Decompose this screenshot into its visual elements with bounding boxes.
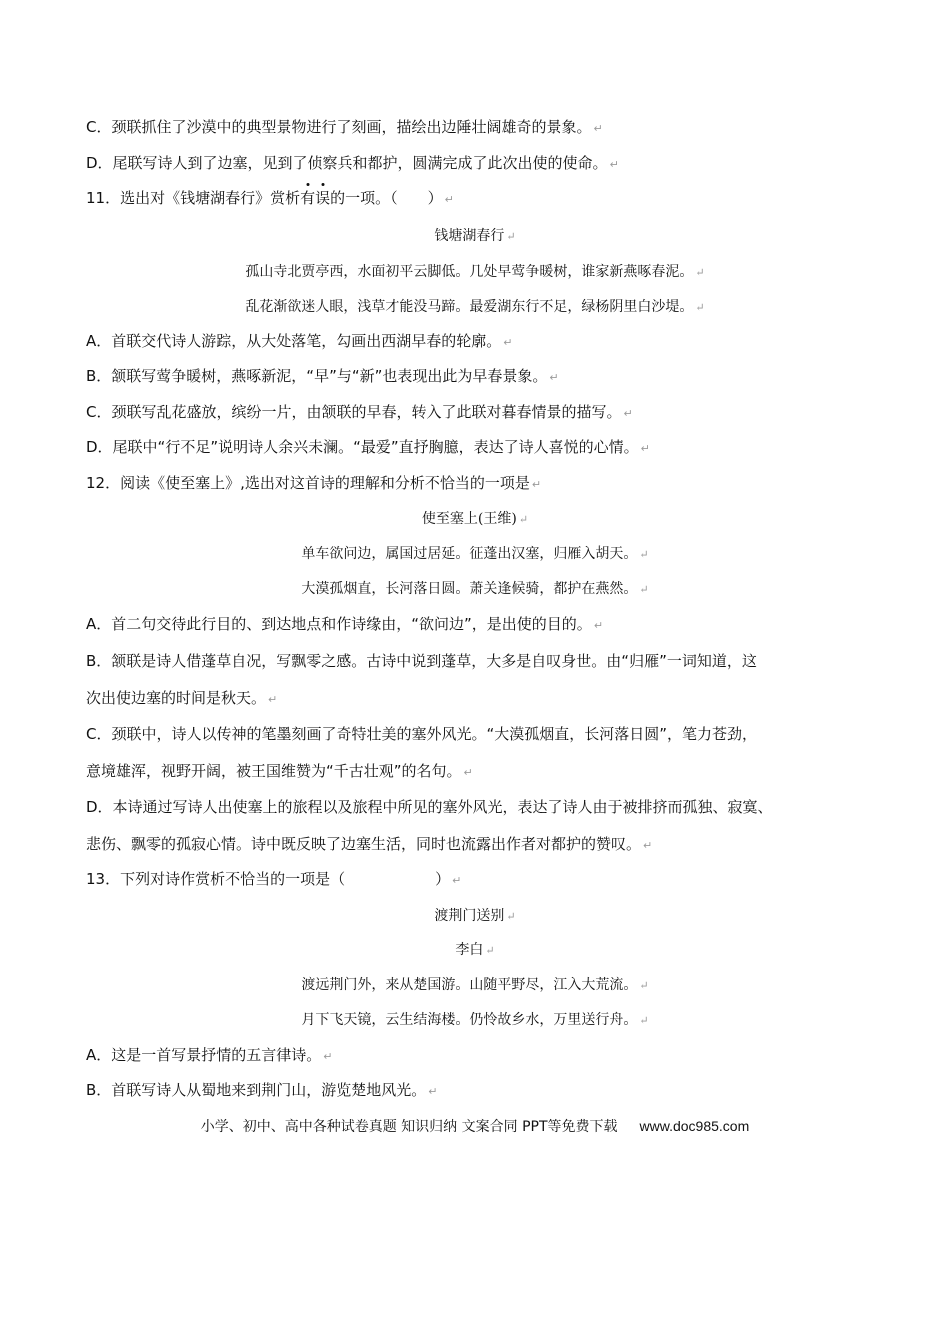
text: 11．选出对《钱塘湖春行》赏析 <box>86 189 301 207</box>
paragraph-mark: ↵ <box>452 874 462 887</box>
paragraph-mark: ↵ <box>593 122 603 135</box>
paragraph-mark: ↵ <box>695 301 705 314</box>
q11-stem <box>86 188 454 210</box>
q13-option-a <box>86 1045 332 1067</box>
q12-poem-line-1 <box>0 544 950 565</box>
text: 次出使边塞的时间是秋天。 <box>86 689 267 707</box>
q13-option-b <box>86 1080 438 1102</box>
text: D．尾联写诗人到了边塞，见到了侦察兵和都护，圆满完成了此次出使的使命。 <box>86 154 608 172</box>
paragraph-mark: ↵ <box>428 1085 438 1098</box>
paragraph-mark: ↵ <box>695 266 705 279</box>
text: 孤山寺北贾亭西，水面初平云脚低。几处早莺争暖树，谁家新燕啄春泥。 <box>245 264 694 280</box>
text: A．首二句交待此行目的、到达地点和作诗缘由，“欲问边”，是出使的目的。 <box>86 615 592 633</box>
text: 13．下列对诗作赏析不恰当的一项是（ ） <box>86 870 451 888</box>
q12-option-d-line-2 <box>86 834 652 856</box>
text: 渡荆门送别 <box>434 908 505 924</box>
emphasis-dot <box>321 183 324 186</box>
q12-option-c-line-2 <box>86 761 473 783</box>
text: 李白 <box>455 942 484 958</box>
q12-poem-title <box>0 509 950 530</box>
emphasis-dot <box>306 183 309 186</box>
footer-text: 小学、初中、高中各种试卷真题 知识归纳 文案合同 PPT等免费下载 <box>200 1119 618 1135</box>
q13-poem-line-2 <box>0 1010 950 1031</box>
q13-stem <box>86 869 461 891</box>
q13-poem-title <box>0 906 950 927</box>
q13-poem-author <box>0 940 950 961</box>
text: 单车欲问边，属国过居延。征蓬出汉塞，归雁入胡天。 <box>301 546 638 562</box>
paragraph-mark: ↵ <box>643 839 653 852</box>
page-footer <box>0 1116 950 1137</box>
text: B．首联写诗人从蜀地来到荆门山，游览楚地风光。 <box>86 1081 427 1099</box>
q10-option-c <box>86 117 603 139</box>
paragraph-mark: ↵ <box>639 1014 649 1027</box>
text: 悲伤、飘零的孤寂心情。诗中既反映了边塞生活，同时也流露出作者对都护的赞叹。 <box>86 835 642 853</box>
q12-poem-line-2 <box>0 579 950 600</box>
text: C．颈联中，诗人以传神的笔墨刻画了奇特壮美的塞外风光。“大漠孤烟直，长河落日圆”，笔力苍劲， <box>86 725 758 743</box>
paragraph-mark: ↵ <box>609 158 619 171</box>
paragraph-mark: ↵ <box>639 548 649 561</box>
paragraph-mark: ↵ <box>485 944 495 957</box>
text: A．这是一首写景抒情的五言律诗。 <box>86 1046 322 1064</box>
paragraph-mark: ↵ <box>506 910 516 923</box>
q11-option-b <box>86 366 559 388</box>
text: 12．阅读《使至塞上》,选出对这首诗的理解和分析不恰当的一项是 <box>86 474 530 492</box>
paragraph-mark: ↵ <box>593 619 604 632</box>
text: 渡远荆门外，来从楚国游。山随平野尽，江入大荒流。 <box>301 977 638 993</box>
q11-poem-title <box>0 226 950 247</box>
q12-option-b-line-2 <box>86 688 277 710</box>
paragraph-mark: ↵ <box>503 336 513 349</box>
q11-poem-line-2 <box>0 297 950 318</box>
paragraph-mark: ↵ <box>639 979 649 992</box>
q13-poem-line-1 <box>0 975 950 996</box>
text: 钱塘湖春行 <box>434 228 505 244</box>
paragraph-mark: ↵ <box>549 371 559 384</box>
paragraph-mark: ↵ <box>506 230 516 243</box>
text: 误 <box>315 189 331 207</box>
text: B．颔联是诗人借蓬草自况，写飘零之感。古诗中说到蓬草，大多是自叹身世。由“归雁”一词知道，这 <box>86 652 757 670</box>
paragraph-mark: ↵ <box>444 193 454 206</box>
emphasis-char <box>315 189 330 207</box>
paragraph-mark: ↵ <box>640 442 650 455</box>
text: D．本诗通过写诗人出使塞上的旅程以及旅程中所见的塞外风光，表达了诗人由于被排挤而孤独、寂寞、 <box>86 798 773 816</box>
text: C．颈联抓住了沙漠中的典型景物进行了刻画，描绘出边陲壮阔雄奇的景象。 <box>86 118 592 136</box>
emphasis-char <box>300 189 315 207</box>
paragraph-mark: ↵ <box>639 583 649 596</box>
paragraph-mark: ↵ <box>268 693 278 706</box>
text: 月下飞天镜，云生结海楼。仍怜故乡水，万里送行舟。 <box>301 1012 638 1028</box>
paragraph-mark: ↵ <box>531 478 542 491</box>
text: A．首联交代诗人游踪，从大处落笔，勾画出西湖早春的轮廓。 <box>86 332 502 350</box>
q12-option-c-line-1 <box>86 724 757 744</box>
paragraph-mark: ↵ <box>463 766 473 779</box>
paragraph-mark: ↵ <box>323 1050 333 1063</box>
text: 使至塞上(王维) <box>421 511 517 527</box>
q10-option-d <box>86 153 619 175</box>
text: D．尾联中“行不足”说明诗人余兴未澜。“最爱”直抒胸臆，表达了诗人喜悦的心情。 <box>86 438 639 456</box>
text: 乱花渐欲迷人眼，浅草才能没马蹄。最爱湖东行不足，绿杨阴里白沙堤。 <box>245 299 694 315</box>
q11-poem-line-1 <box>0 262 950 283</box>
footer-site-link[interactable]: www.doc985.com <box>639 1118 750 1134</box>
q11-option-c <box>86 402 633 424</box>
text: 大漠孤烟直，长河落日圆。萧关逢候骑，都护在燕然。 <box>301 581 638 597</box>
text: C．颈联写乱花盛放，缤纷一片，由颔联的早春，转入了此联对暮春情景的描写。 <box>86 403 622 421</box>
paragraph-mark: ↵ <box>623 407 633 420</box>
q12-option-d-line-1 <box>86 797 773 817</box>
text: B．颔联写莺争暖树，燕啄新泥，“早”与“新”也表现出此为早春景象。 <box>86 367 548 385</box>
text: 的一项。（ ） <box>330 189 443 207</box>
text: 有 <box>300 189 316 207</box>
q12-stem <box>86 473 541 495</box>
q11-option-d <box>86 437 650 459</box>
text: 意境雄浑，视野开阔，被王国维赞为“千古壮观”的名句。 <box>86 762 462 780</box>
q12-option-a <box>86 614 603 636</box>
q12-option-b-line-1 <box>86 651 757 671</box>
q11-option-a <box>86 331 512 353</box>
paragraph-mark: ↵ <box>518 513 529 526</box>
